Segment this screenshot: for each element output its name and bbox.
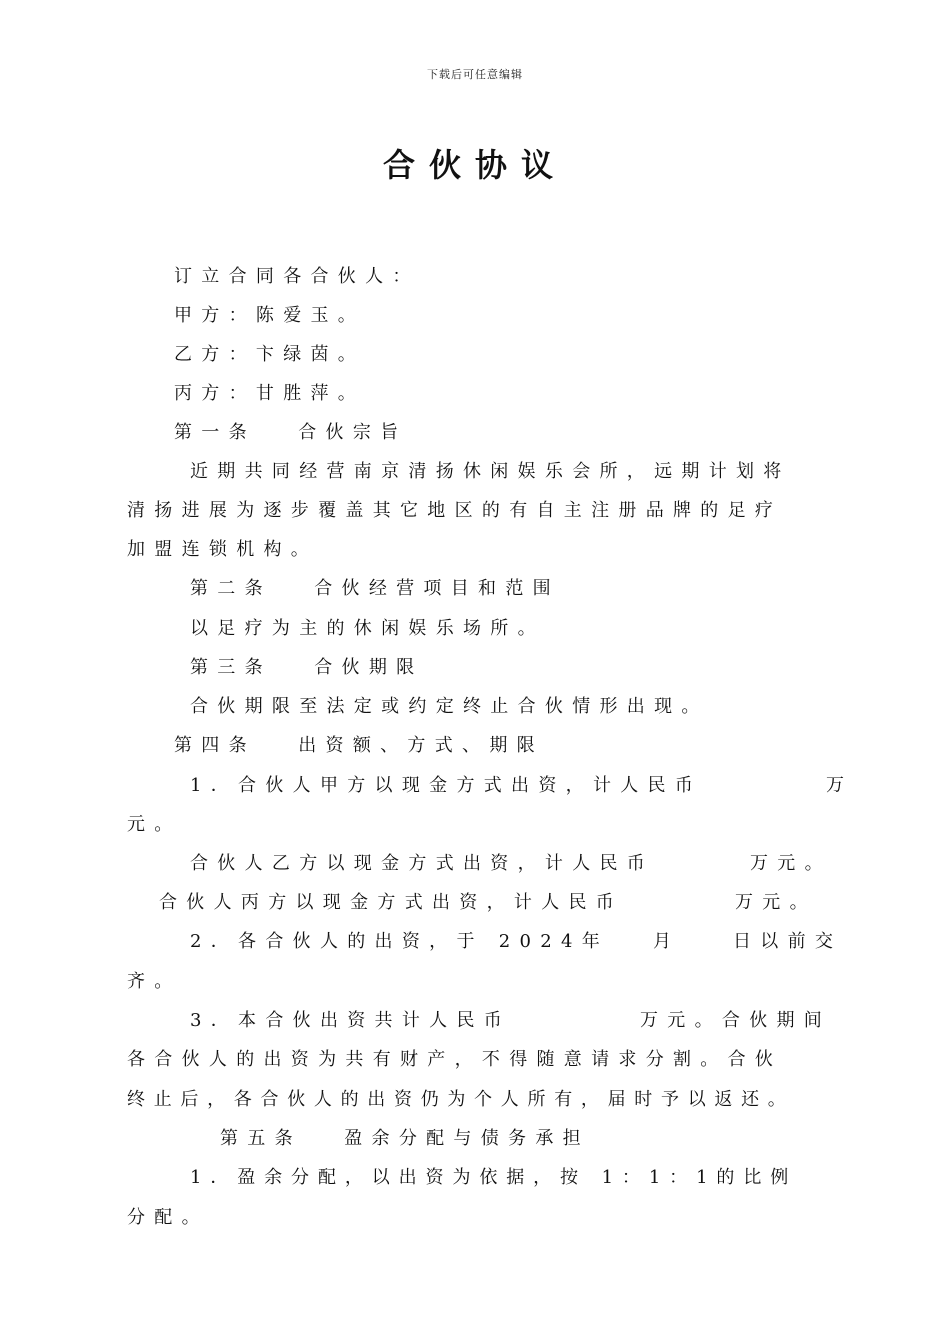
- article-4-party-b-line: 合伙人乙方以现金方式出资，计人民币: [190, 853, 655, 874]
- article-4-party-b-unit: 万元。: [750, 853, 832, 874]
- article-4-item2-day: 日以前交: [733, 931, 843, 952]
- article-4-item1-unit: 万: [826, 775, 854, 796]
- article-1-text-line1: 近期共同经营南京清扬休闲娱乐会所，远期计划将: [190, 461, 791, 482]
- article-3-text: 合伙期限至法定或约定终止合伙情形出现。: [190, 696, 709, 717]
- article-5-heading: 第五条 盈余分配与债务承担: [220, 1128, 590, 1149]
- article-4-item2-line2: 齐。: [127, 971, 182, 992]
- article-4-item3-line2: 各合伙人的出资为共有财产，不得随意请求分割。合伙: [127, 1049, 783, 1070]
- article-1-text-line2: 清扬进展为逐步覆盖其它地区的有自主注册品牌的足疗: [127, 500, 783, 521]
- article-4-item3-line1-rest: 万元。合伙期间: [640, 1010, 832, 1031]
- article-5-item1-line2: 分配。: [127, 1207, 209, 1228]
- article-2-text: 以足疗为主的休闲娱乐场所。: [190, 618, 545, 639]
- article-4-item1-line1: 1．合伙人甲方以现金方式出资，计人民币: [190, 775, 703, 796]
- document-title: 合伙协议: [382, 146, 567, 184]
- page-header: 下载后可任意编辑: [427, 68, 523, 81]
- article-4-item2-line1: 2．各合伙人的出资，于 2024年: [190, 931, 610, 952]
- article-2-heading: 第二条 合伙经营项目和范围: [190, 578, 560, 599]
- parties-intro: 订立合同各合伙人：: [174, 266, 420, 287]
- article-4-heading: 第四条 出资额、方式、期限: [174, 735, 544, 756]
- article-1-text-line3: 加盟连锁机构。: [127, 539, 319, 560]
- article-4-item3-line3: 终止后，各合伙人的出资仍为个人所有，届时予以返还。: [127, 1089, 795, 1110]
- article-4-item3-line1: 3．本合伙出资共计人民币: [190, 1010, 512, 1031]
- article-4-party-c-line: 合伙人丙方以现金方式出资，计人民币: [159, 892, 624, 913]
- article-5-item1-line1: 1．盈余分配，以出资为依据，按 1：1：1的比例: [190, 1167, 798, 1188]
- article-1-heading: 第一条 合伙宗旨: [174, 422, 408, 443]
- article-4-item2-month: 月: [653, 931, 681, 952]
- party-a: 甲方：陈爱玉。: [174, 305, 366, 326]
- article-4-party-c-unit: 万元。: [735, 892, 817, 913]
- party-b: 乙方：卞绿茵。: [174, 344, 366, 365]
- party-c: 丙方：甘胜萍。: [174, 383, 366, 404]
- article-4-item1-line2: 元。: [127, 814, 182, 835]
- article-3-heading: 第三条 合伙期限: [190, 657, 424, 678]
